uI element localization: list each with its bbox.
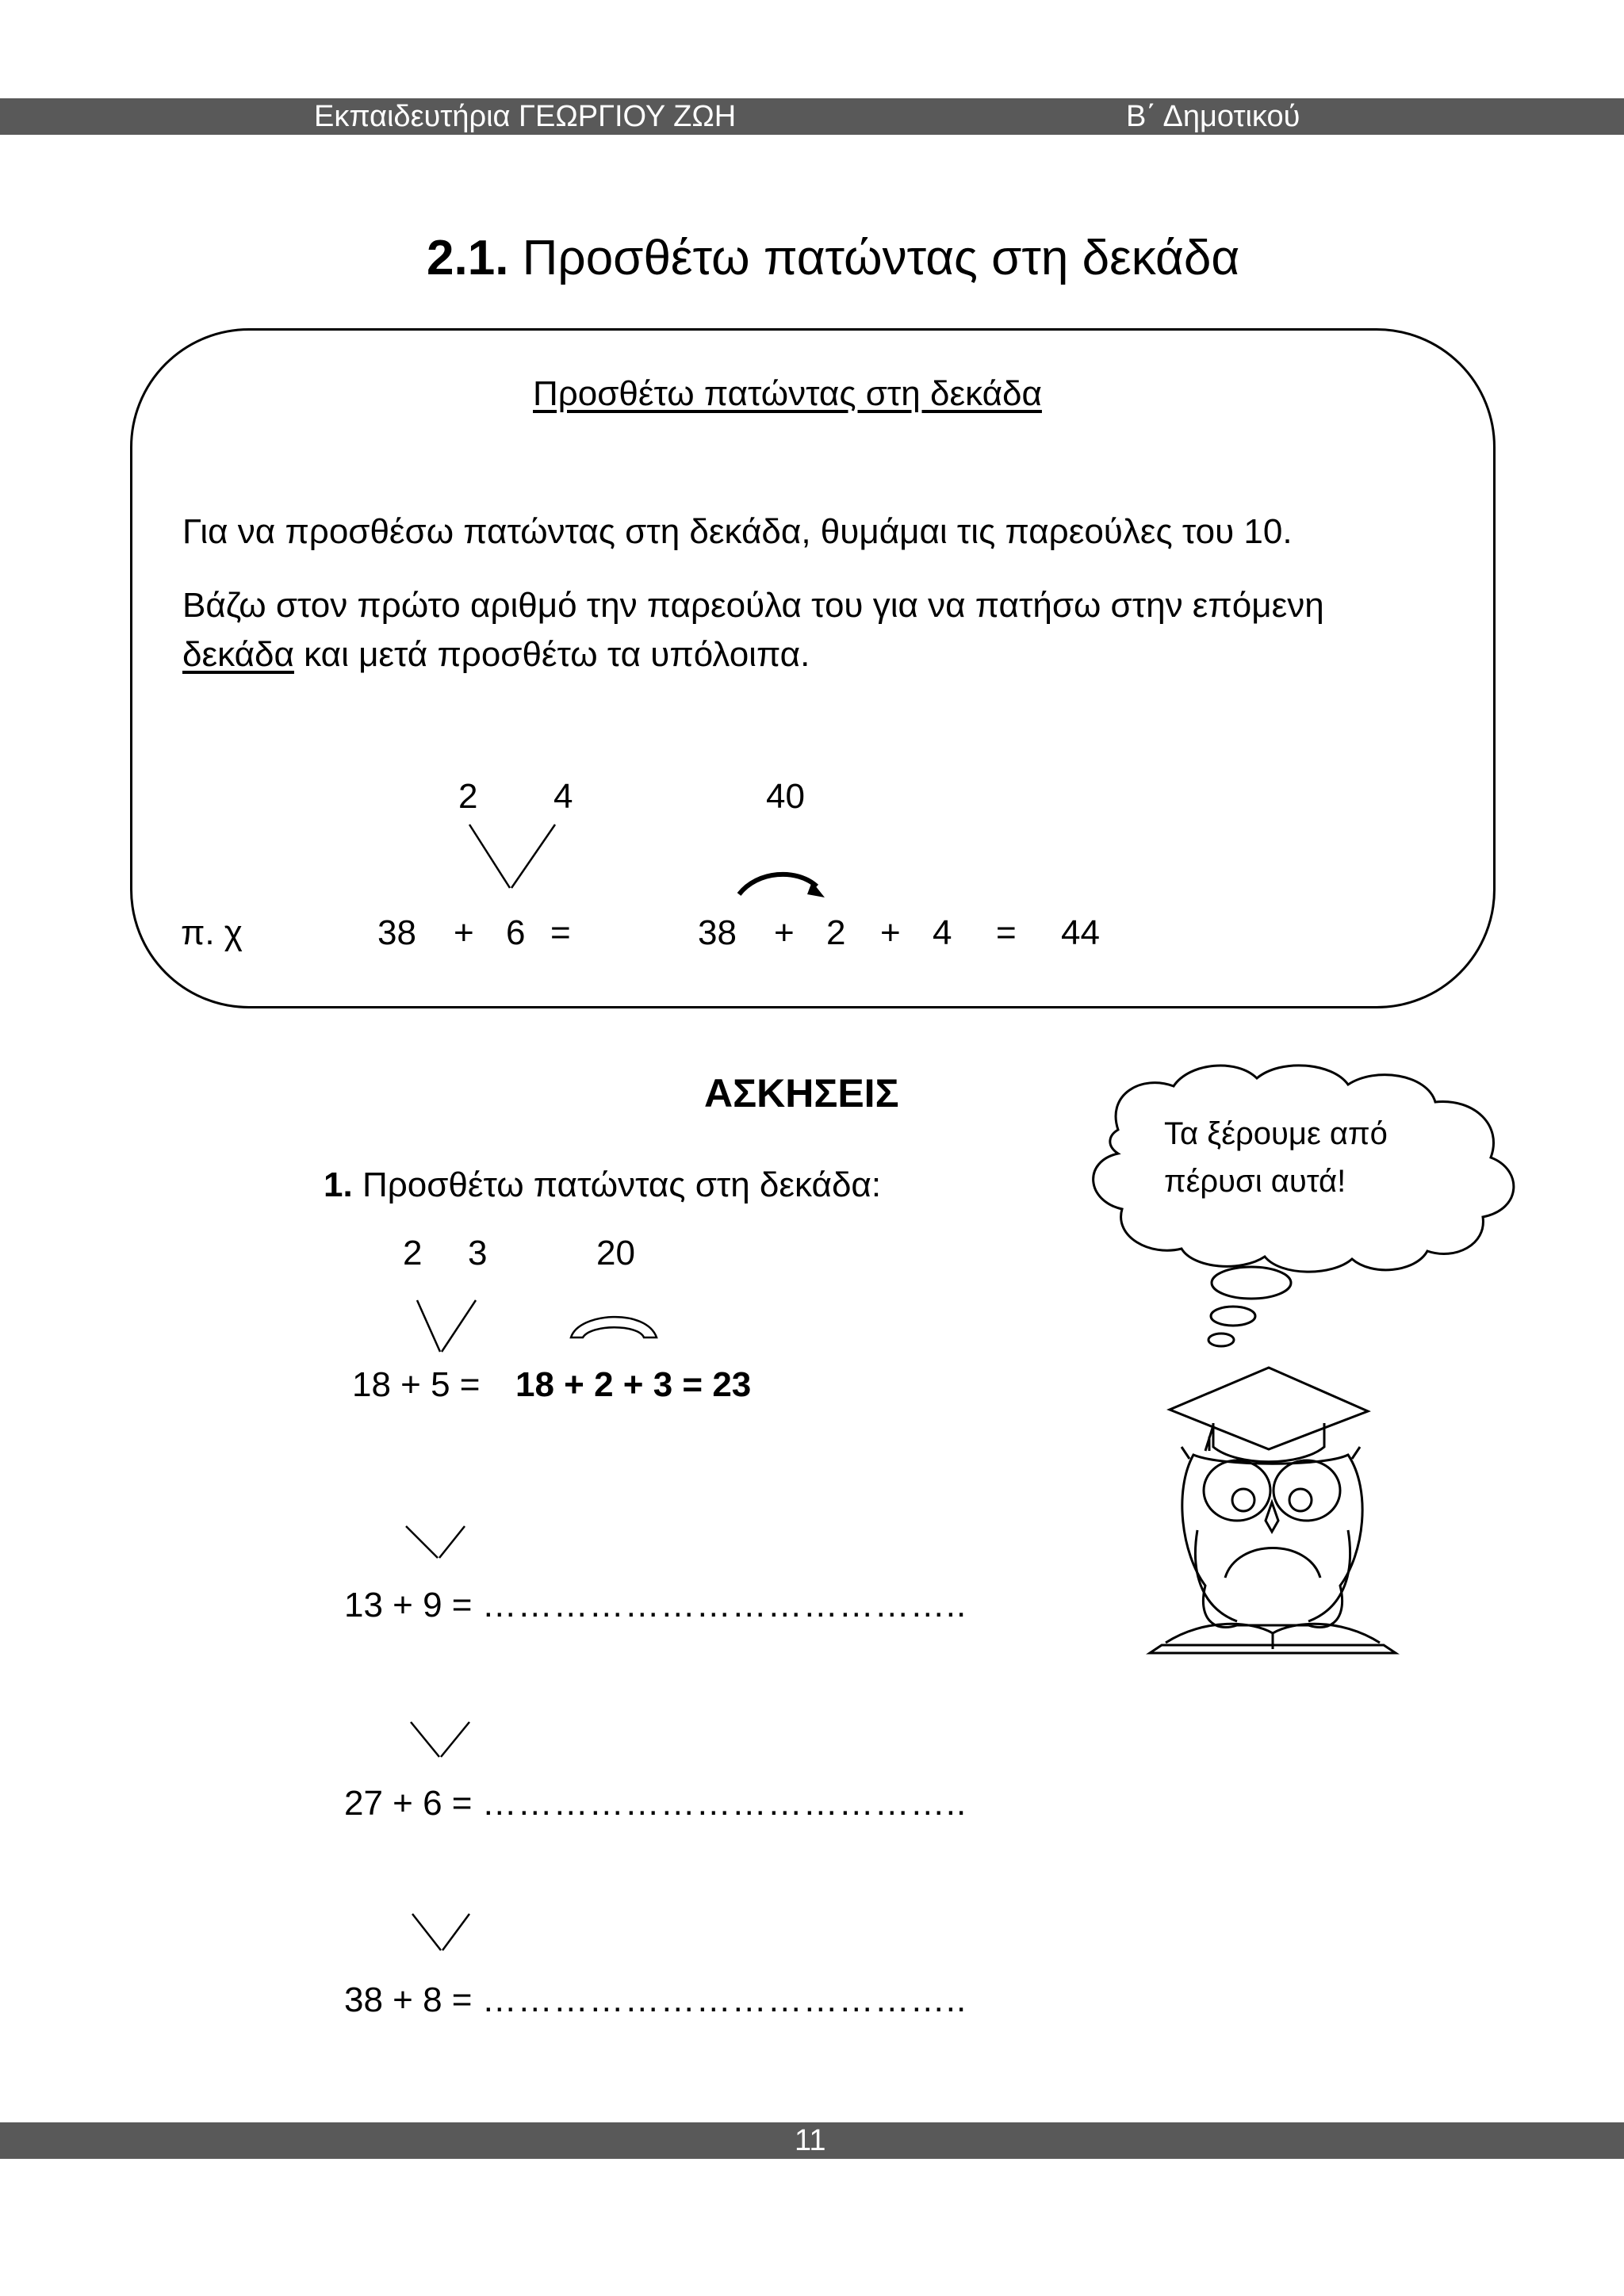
exercise-3-split-right bbox=[442, 1914, 469, 1950]
example-prefix: π. χ bbox=[181, 913, 243, 952]
exercise-1-question: 13 + 9 = bbox=[344, 1586, 473, 1624]
example-split-b: 4 bbox=[553, 777, 573, 816]
exercise-2-split-right bbox=[441, 1722, 469, 1757]
exercise-1-split-right bbox=[439, 1526, 465, 1558]
page-number: 11 bbox=[795, 2124, 826, 2157]
rule-paragraph-2-line-1: Βάζω στον πρώτο αριθμό την παρεούλα του για να πατήσω στην επόμενη bbox=[182, 586, 1324, 625]
exercise-2-split-left bbox=[411, 1722, 439, 1757]
task-instruction bbox=[324, 1165, 881, 1205]
example-right-5: 4 bbox=[933, 913, 952, 952]
example-left-2: + bbox=[454, 913, 474, 952]
example-right-2: + bbox=[774, 913, 795, 952]
example-jump-arrow bbox=[739, 874, 817, 894]
example-right-3: 2 bbox=[826, 913, 846, 952]
exercise-3-split-left bbox=[412, 1914, 441, 1950]
example-split-line-right bbox=[511, 825, 555, 888]
owl-beak bbox=[1266, 1502, 1278, 1532]
exercise-item-2 bbox=[344, 1784, 967, 1823]
exercise-2-answer-blank[interactable]: ………………………………….. bbox=[481, 1784, 967, 1823]
owl-pupil-left bbox=[1232, 1489, 1254, 1511]
sample-split-line-left bbox=[417, 1300, 440, 1352]
exercise-1-answer-blank[interactable]: ………………………………….. bbox=[481, 1586, 967, 1624]
rule-heading: Προσθέτω πατώντας στη δεκάδα bbox=[533, 374, 1042, 413]
rule-paragraph-1: Για να προσθέσω πατώντας στη δεκάδα, θυμάμαι τις παρεούλες του 10. bbox=[182, 512, 1293, 551]
thought-bubble-text bbox=[1164, 1110, 1388, 1205]
sample-split-b: 3 bbox=[468, 1234, 488, 1272]
header-grade: Β΄ Δημοτικού bbox=[1126, 100, 1300, 133]
exercises-heading: ΑΣΚΗΣΕΙΣ bbox=[704, 1071, 899, 1115]
title-number: 2.1. bbox=[427, 231, 509, 285]
owl-illustration bbox=[1150, 1368, 1396, 1653]
owl-wing-left bbox=[1195, 1530, 1237, 1621]
owl-belly bbox=[1225, 1548, 1320, 1578]
example-right-6: = bbox=[996, 913, 1017, 952]
task-text: Προσθέτω πατώντας στη δεκάδα: bbox=[362, 1165, 882, 1204]
exercise-3-question: 38 + 8 = bbox=[344, 1980, 473, 2019]
example-right-7: 44 bbox=[1061, 913, 1100, 952]
example-left-4: = bbox=[550, 913, 571, 952]
sample-split-line-right bbox=[442, 1300, 476, 1352]
exercise-3-answer-blank[interactable]: ………………………………….. bbox=[481, 1980, 967, 2019]
exercise-1-split-left bbox=[406, 1526, 438, 1558]
example-tens: 40 bbox=[766, 777, 805, 816]
title-text: Προσθέτω πατώντας στη δεκάδα bbox=[522, 231, 1240, 285]
rule-paragraph-2-rest: και μετά προσθέτω τα υπόλοιπα. bbox=[293, 635, 810, 674]
sample-jump-arc bbox=[571, 1317, 657, 1337]
exercise-item-3 bbox=[344, 1980, 967, 2020]
thought-bubble-cloud bbox=[1094, 1066, 1514, 1346]
header-school-name: Εκπαιδευτήρια ΓΕΩΡΓΙΟΥ ΖΩΗ bbox=[314, 100, 737, 133]
task-number: 1. bbox=[324, 1165, 353, 1204]
thought-bubble-line-1: Τα ξέρουμε από bbox=[1164, 1116, 1388, 1151]
owl-cap-board bbox=[1170, 1368, 1368, 1449]
rule-underlined-word: δεκάδα bbox=[182, 635, 294, 674]
sample-question: 18 + 5 = bbox=[352, 1365, 481, 1404]
owl-pupil-right bbox=[1289, 1489, 1312, 1511]
example-left-1: 38 bbox=[377, 913, 416, 952]
exercise-item-1 bbox=[344, 1586, 967, 1625]
example-right-4: + bbox=[880, 913, 901, 952]
sample-split-a: 2 bbox=[403, 1234, 423, 1272]
sample-tens: 20 bbox=[596, 1234, 635, 1272]
sample-answer: 18 + 2 + 3 = 23 bbox=[515, 1365, 752, 1404]
example-split-a: 2 bbox=[458, 777, 478, 816]
example-left-3: 6 bbox=[506, 913, 526, 952]
example-right-1: 38 bbox=[698, 913, 737, 952]
example-split-line-left bbox=[469, 825, 510, 888]
owl-wing-right bbox=[1308, 1530, 1350, 1621]
thought-bubble-line-2: πέρυσι αυτά! bbox=[1164, 1164, 1346, 1199]
exercise-2-question: 27 + 6 = bbox=[344, 1784, 473, 1823]
footer-bar bbox=[0, 2122, 1624, 2159]
